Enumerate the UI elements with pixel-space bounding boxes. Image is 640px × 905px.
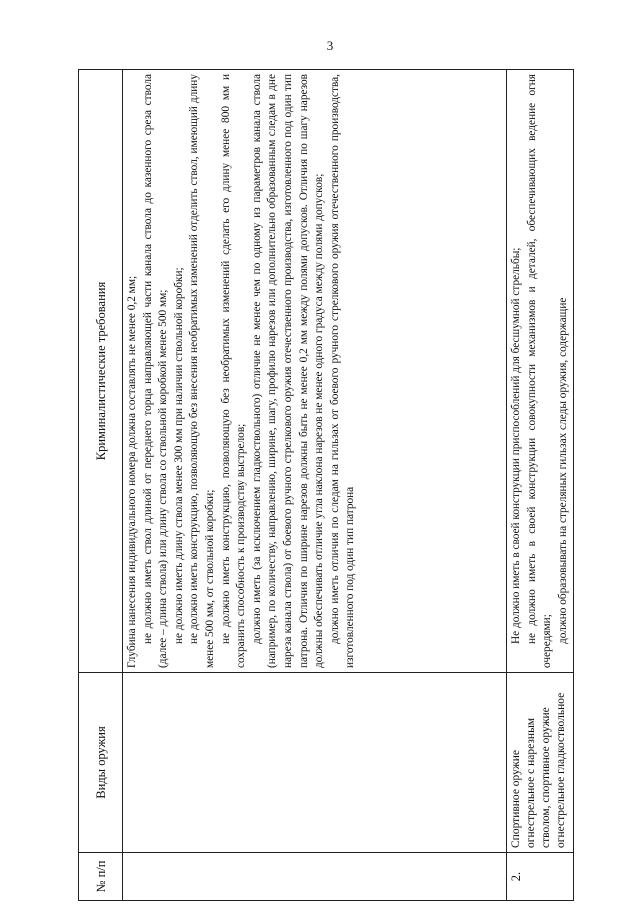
rotated-table-container	[78, 69, 569, 901]
row-number: 2.	[507, 853, 574, 901]
header-requirements: Криминалистические требования	[79, 70, 123, 673]
row-number	[123, 853, 507, 901]
header-weapon-type: Виды оружия	[79, 673, 123, 853]
requirement-paragraph: не должно иметь конструкцию, позволяющую без внесения необратимых изменений отделить ствол, имеющий длину менее 500 мм, от ствольной коробки;	[188, 74, 216, 668]
weapon-type-cell	[123, 673, 507, 853]
requirement-paragraph: не должно иметь ствол длиной от переднего торца направляющей части канала ствола до казенного среза ствола (далее – длина ствола) или длину ствола со ствольной коробкой менее 500 мм;	[141, 74, 170, 668]
requirement-paragraph: должно иметь отличия по следам на гильзах от боевого ручного стрелкового оружия отечественного производства, изготовленного под один тип патрона	[328, 74, 357, 668]
requirement-paragraph: Не должно иметь в своей конструкции приспособлений для бесшумной стрельбы;	[510, 247, 522, 644]
table-row	[123, 70, 507, 901]
weapon-type-cell: Спортивное оружие огнестрельное с нарезным стволом, спортивное оружие огнестрельное гладкоствольное	[507, 673, 574, 853]
requirement-paragraph: должно иметь (за исключением гладкоствольного) отличие не менее чем по одному из параметров канала ствола (например, по количеству, направлению, ширине, шагу, профилю нарезов или дополнительно образованным следам в дне нареза канала ствола) от боевого ручного стрелкового оружия отечественного производства, изготовленного под один тип патрона. Отличия по ширине нарезов должны быть не менее 0,2 мм между полями допусков. Отличия по шагу нарезов должны обеспечивать отличие угла наклона нарезов не менее одного градуса между полями допусков;	[250, 74, 326, 668]
requirement-paragraph: Глубина нанесения индивидуального номера должна составлять не менее 0,2 мм;	[126, 275, 138, 668]
page-number: 3	[326, 38, 334, 53]
requirements-cell	[507, 70, 574, 673]
requirement-paragraph: не должно иметь длину ствола менее 300 мм при наличии ствольной коробки;	[172, 267, 185, 644]
requirements-cell	[123, 70, 507, 673]
table-row	[507, 70, 574, 901]
requirement-paragraph: должно образовывать на стреляных гильзах следы оружия, содержащие	[556, 297, 569, 644]
requirement-paragraph: не должно иметь конструкцию, позволяющую без необратимых изменений сделать его длину менее 800 мм и сохранить способность к производству выстрелов;	[219, 74, 248, 668]
requirement-paragraph: не должно иметь в своей конструкции совокупности механизмов и деталей, обеспечивающих ведение огня очередями;	[525, 74, 554, 668]
requirements-table	[78, 69, 574, 901]
table-header-row	[79, 70, 123, 901]
header-num: № п/п	[79, 853, 123, 901]
